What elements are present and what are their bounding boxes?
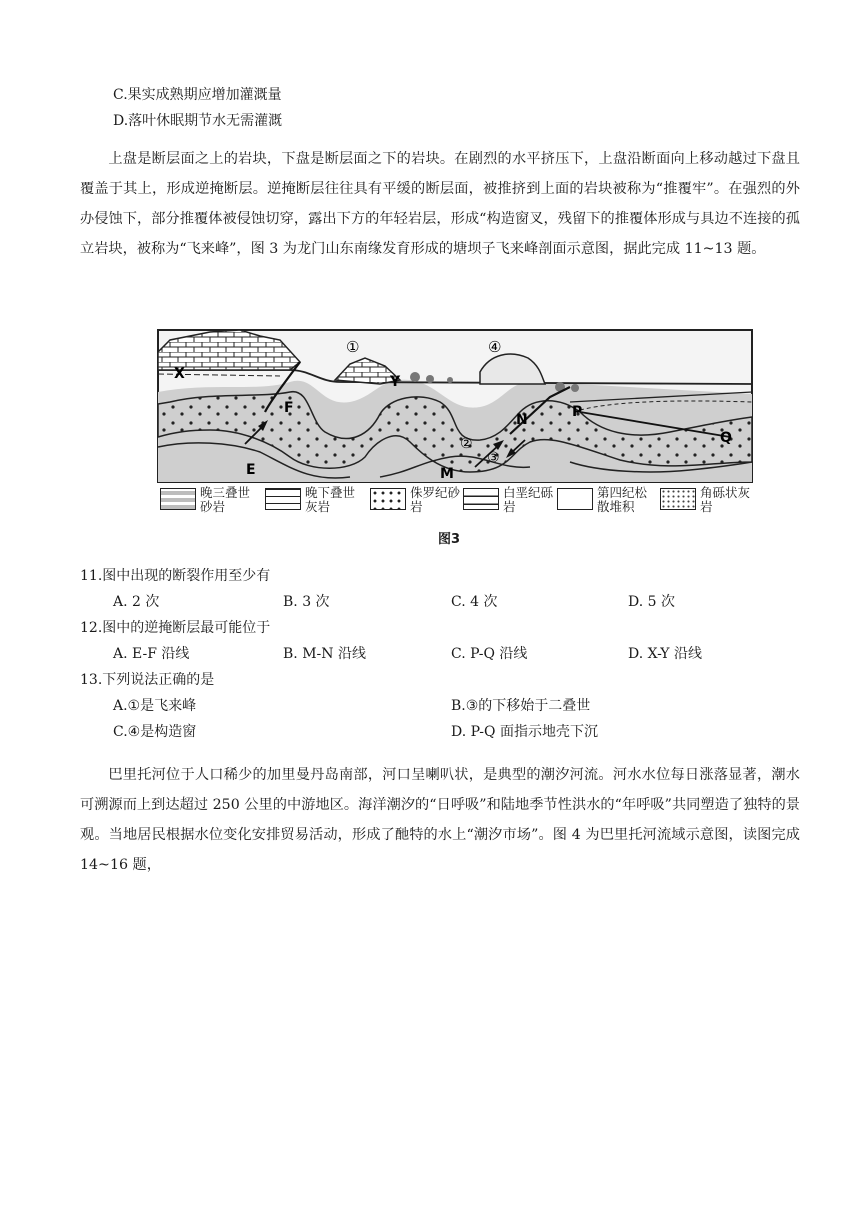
figure-caption: 图3 bbox=[438, 532, 461, 547]
label-y: Y bbox=[390, 374, 401, 390]
label-n: N bbox=[516, 412, 528, 428]
question-12-stem: 12.图中的逆掩断层最可能位于 bbox=[80, 620, 271, 636]
label-p: P bbox=[572, 404, 583, 420]
label-e: E bbox=[246, 462, 256, 478]
question-13-option-a: A.①是飞来峰 bbox=[113, 698, 197, 714]
question-13-option-d: D. P-Q 面指示地壳下沉 bbox=[451, 724, 598, 740]
label-x: X bbox=[174, 366, 185, 382]
question-11-stem: 11.图中出现的断裂作用至少有 bbox=[80, 568, 271, 584]
label-f: F bbox=[284, 400, 294, 416]
question-13-option-c: C.④是构造窗 bbox=[113, 724, 197, 740]
option-d-prev: D.落叶休眠期节水无需灌溉 bbox=[113, 113, 283, 129]
label-circle2: ② bbox=[460, 436, 473, 452]
question-12-option-b: B. M-N 沿线 bbox=[283, 646, 366, 662]
passage-barito-river: 巴里托河位于人口稀少的加里曼丹岛南部，河口呈喇叭状，是典型的潮汐河流。河水水位每日涨落显著，潮水可溯源而上到达超过 250 公里的中游地区。海洋潮汐的“日呼吸”和陆地季节性洪水的“年呼吸”共同塑造了独特的景观。当地居民根据水位变化安排贸易活动，形成了酏特的水上“潮汐市场”。图 4 为巴里托河流域示意图，读图完成 14~16 题， bbox=[80, 767, 800, 873]
label-q: Q bbox=[720, 430, 732, 446]
question-11-option-a: A. 2 次 bbox=[113, 594, 160, 610]
question-11-option-c: C. 4 次 bbox=[451, 594, 498, 610]
question-12-option-a: A. E-F 沿线 bbox=[113, 646, 190, 662]
label-circle4: ④ bbox=[488, 338, 502, 356]
question-13-option-b: B.③的下移始于二叠世 bbox=[451, 698, 591, 714]
option-c-prev: C.果实成熟期应增加灌溉量 bbox=[113, 87, 282, 103]
question-13-stem: 13.下列说法正确的是 bbox=[80, 672, 215, 688]
label-circle3: ③ bbox=[487, 450, 500, 466]
question-12-option-d: D. X-Y 沿线 bbox=[628, 646, 702, 662]
label-circle1: ① bbox=[346, 338, 360, 356]
question-11-option-d: D. 5 次 bbox=[628, 594, 675, 610]
label-m: M bbox=[440, 466, 454, 482]
question-12-option-c: C. P-Q 沿线 bbox=[451, 646, 528, 662]
passage-thrust-fault: 上盘是断层面之上的岩块，下盘是断层面之下的岩块。在剧烈的水平挤压下，上盘沿断面向上移动越过下盘且覆盖于其上，形成逆掩断层。逆掩断层往往具有平缓的断层面，被推挤到上面的岩块被称为“推覆牢”。在强烈的外办侵蚀下，部分推覆体被侵蚀切穿，露出下方的年轻岩层，形成“构造窗叉，残留下的推覆体形成与具边不连接的孤立岩块，被称为“飞来峰”，图 3 为龙门山东南缘发育形成的塘坝子飞来峰剖面示意图，据此完成 11~13 题。 bbox=[80, 151, 800, 257]
question-11-option-b: B. 3 次 bbox=[283, 594, 330, 610]
